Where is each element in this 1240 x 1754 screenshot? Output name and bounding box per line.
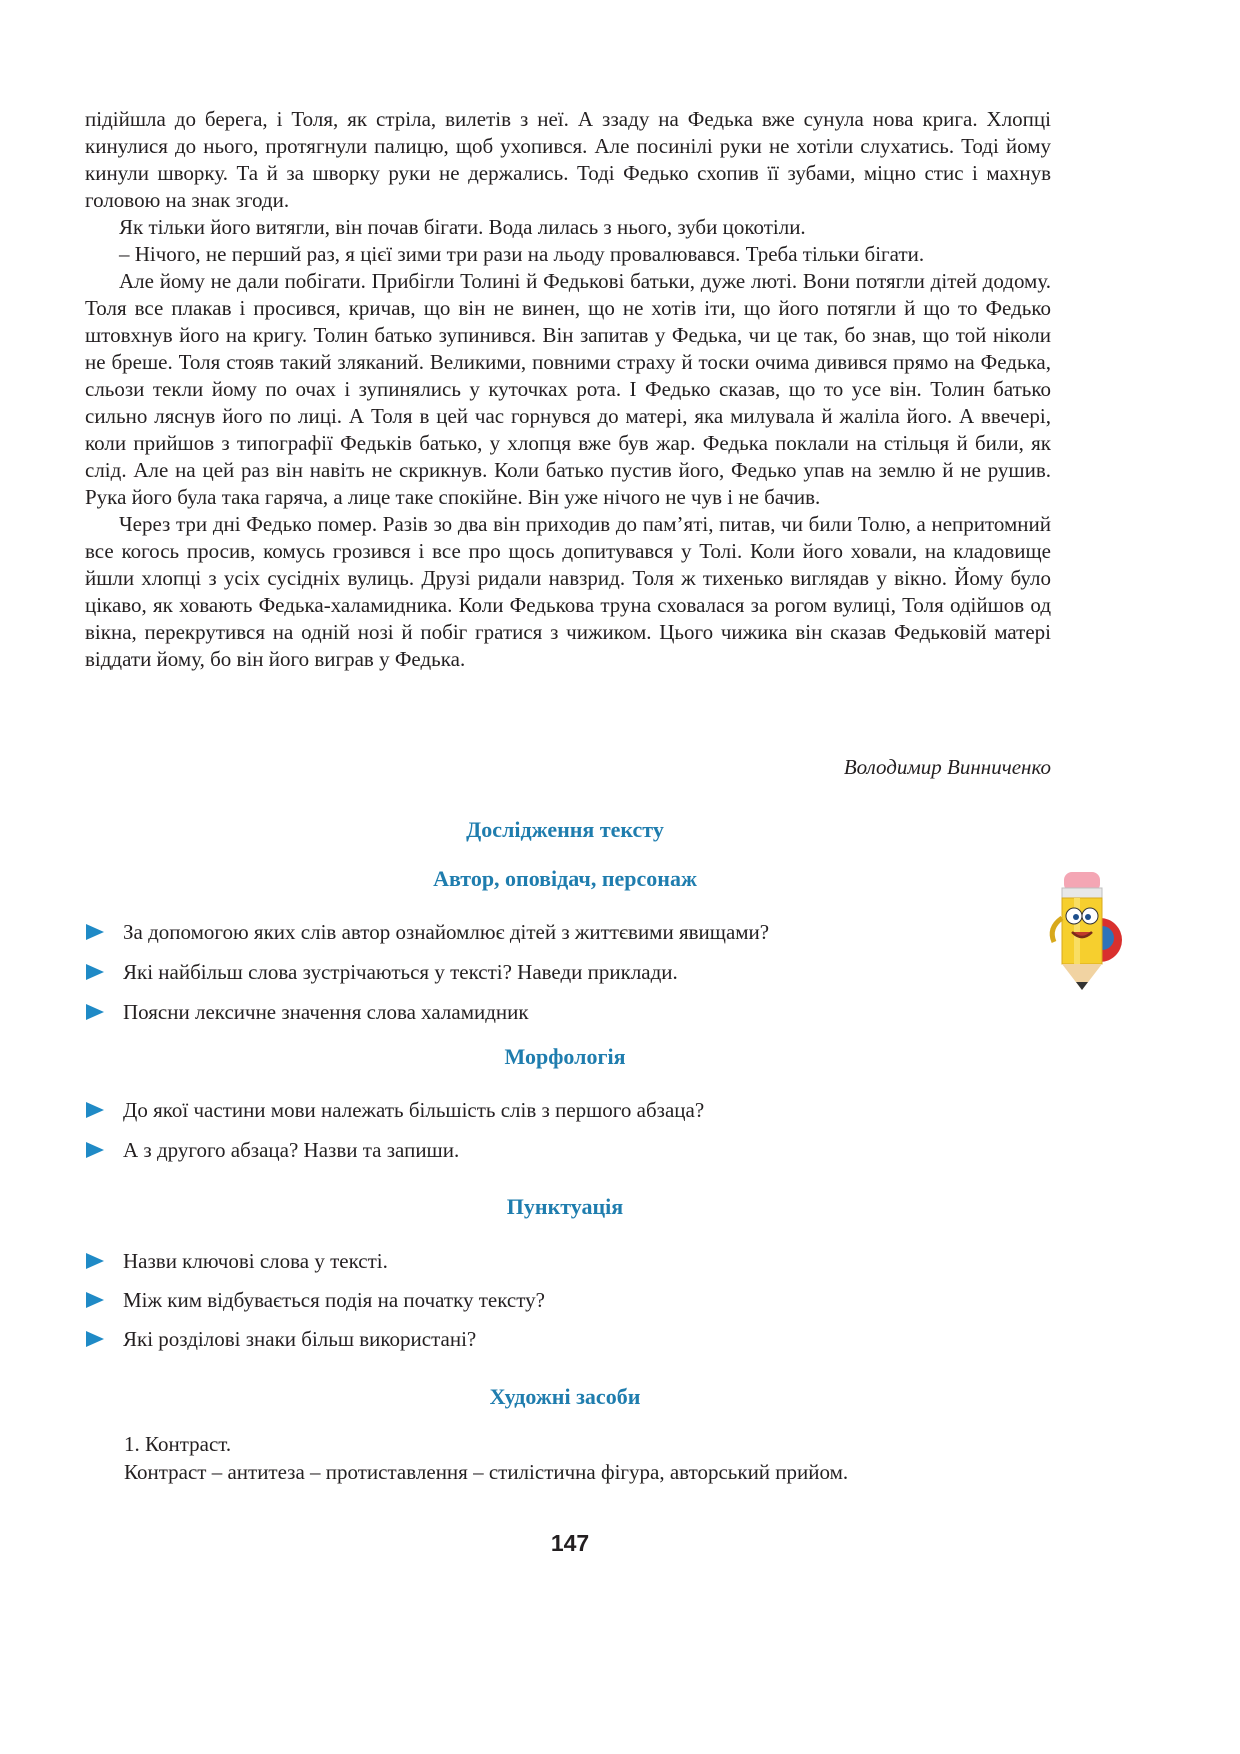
contrast-definition: Контраст – антитеза – протиставлення – стилістична фігура, авторський прийом. bbox=[124, 1460, 849, 1484]
question-text: Між ким відбувається подія на початку тексту? bbox=[123, 1288, 545, 1312]
morphology-question-2 bbox=[86, 1136, 1026, 1164]
triangle-bullet-icon bbox=[86, 1102, 104, 1118]
research-heading: Дослідження тексту bbox=[466, 817, 664, 842]
question-text: А з другого абзаца? Назви та запиши. bbox=[123, 1138, 460, 1162]
contrast-label: 1. Контраст. bbox=[124, 1432, 232, 1456]
punctuation-question-1 bbox=[86, 1247, 1026, 1275]
punctuation-heading: Пунктуація bbox=[506, 1194, 624, 1219]
question-text: Поясни лексичне значення слова халамидник bbox=[123, 1000, 529, 1024]
punctuation-question-2 bbox=[86, 1286, 1026, 1314]
triangle-bullet-icon bbox=[86, 1004, 104, 1020]
question-text: Назви ключові слова у тексті. bbox=[123, 1249, 388, 1273]
story-paragraph-1: підійшла до берега, і Толя, як стріла, вилетів з неї. А ззаду на Федька вже сунула нова крига. Хлопці кинулися до нього, протягнули палицю, щоб ухопився. Але посинілі руки не хотіли слухатись. Тоді йому кинули шворку. Та й за шворку руки не держались. Тоді Федько схопив її зубами, міцно стис і махнув головою на знак згоди. bbox=[85, 107, 1051, 212]
question-text: Які найбільш слова зустрічаються у тексті? Наведи приклади. bbox=[123, 960, 678, 984]
story-paragraph-4: Але йому не дали побігати. Прибігли Толині й Федькові батьки, дуже люті. Вони потягли дітей додому. Толя все плакав і просився, кричав, що він не винен, що не хотів іти, що його потягли й що то Федько штовхнув його на кригу. Толин батько зупинився. Він запитав у Федька, чи це так, бо знав, що той ніколи не бреше. Толя стояв такий зляканий. Великими, повними страху й тоски очима дивився прямо на Федька, сльози текли йому по очах і зупинялись у куточках рота. І Федько сказав, що то усе він. Толин батько сильно ляснув його по лиці. А Толя в цей час горнувся до матері, яка милувала й жаліла його. А ввечері, коли прийшов з типографії Федьків батько, у хлопця вже був жар. Федька поклали на стільця й били, як слід. Але на цей раз він навіть не скрикнув. Коли батько пустив його, Федько упав на землю й не рушив. Рука його була така гаряча, а лице таке спокійне. Він уже нічого не чув і не бачив. bbox=[85, 269, 1051, 509]
story-paragraph-3: – Нічого, не перший раз, я цієї зими три рази на льоду провалювався. Треба тільки бігати. bbox=[119, 242, 925, 266]
art-means-heading: Художні засоби bbox=[489, 1384, 641, 1409]
page-number: 147 bbox=[550, 1530, 590, 1556]
punctuation-question-3 bbox=[86, 1325, 1026, 1353]
triangle-bullet-icon bbox=[86, 1253, 104, 1269]
author-question-3 bbox=[86, 998, 1026, 1026]
triangle-bullet-icon bbox=[86, 1142, 104, 1158]
question-text: Які розділові знаки більш використані? bbox=[123, 1327, 477, 1351]
story-paragraph-5: Через три дні Федько помер. Разів зо два він приходив до пам’яті, питав, чи били Толю, а непритомний все когось просив, комусь грозився і все про щось допитувався у Толі. Коли його ховали, на кладовище йшли хлопці з усіх сусідніх вулиць. Друзі ридали навзрид. Толя ж тихенько виглядав у вікно. Йому було цікаво, як ховають Федька-халамидника. Коли Федькова труна сховалася за рогом вулиці, Толя одійшов од вікна, перекрутився на одній нозі й побіг гратися з чижиком. Цього чижика він сказав Федьковій матері віддати йому, бо він його виграв у Федька. bbox=[85, 512, 1051, 671]
triangle-bullet-icon bbox=[86, 924, 104, 940]
triangle-bullet-icon bbox=[86, 1331, 104, 1347]
story-text bbox=[85, 106, 1051, 673]
author-narrator-heading: Автор, оповідач, персонаж bbox=[433, 866, 697, 891]
author-question-1 bbox=[86, 918, 1026, 946]
triangle-bullet-icon bbox=[86, 1292, 104, 1308]
question-text: До якої частини мови належать більшість слів з першого абзаца? bbox=[123, 1098, 705, 1122]
question-text: За допомогою яких слів автор ознайомлює дітей з життєвими явищами? bbox=[123, 920, 770, 944]
morphology-question-1 bbox=[86, 1096, 1026, 1124]
story-paragraph-2: Як тільки його витягли, він почав бігати. Вода лилась з нього, зуби цокотіли. bbox=[119, 215, 806, 239]
morphology-heading: Морфологія bbox=[504, 1044, 626, 1069]
pencil-mascot-icon bbox=[1038, 858, 1126, 996]
triangle-bullet-icon bbox=[86, 964, 104, 980]
author-signature: Володимир Винниченко bbox=[843, 755, 1051, 779]
author-question-2 bbox=[86, 958, 1026, 986]
